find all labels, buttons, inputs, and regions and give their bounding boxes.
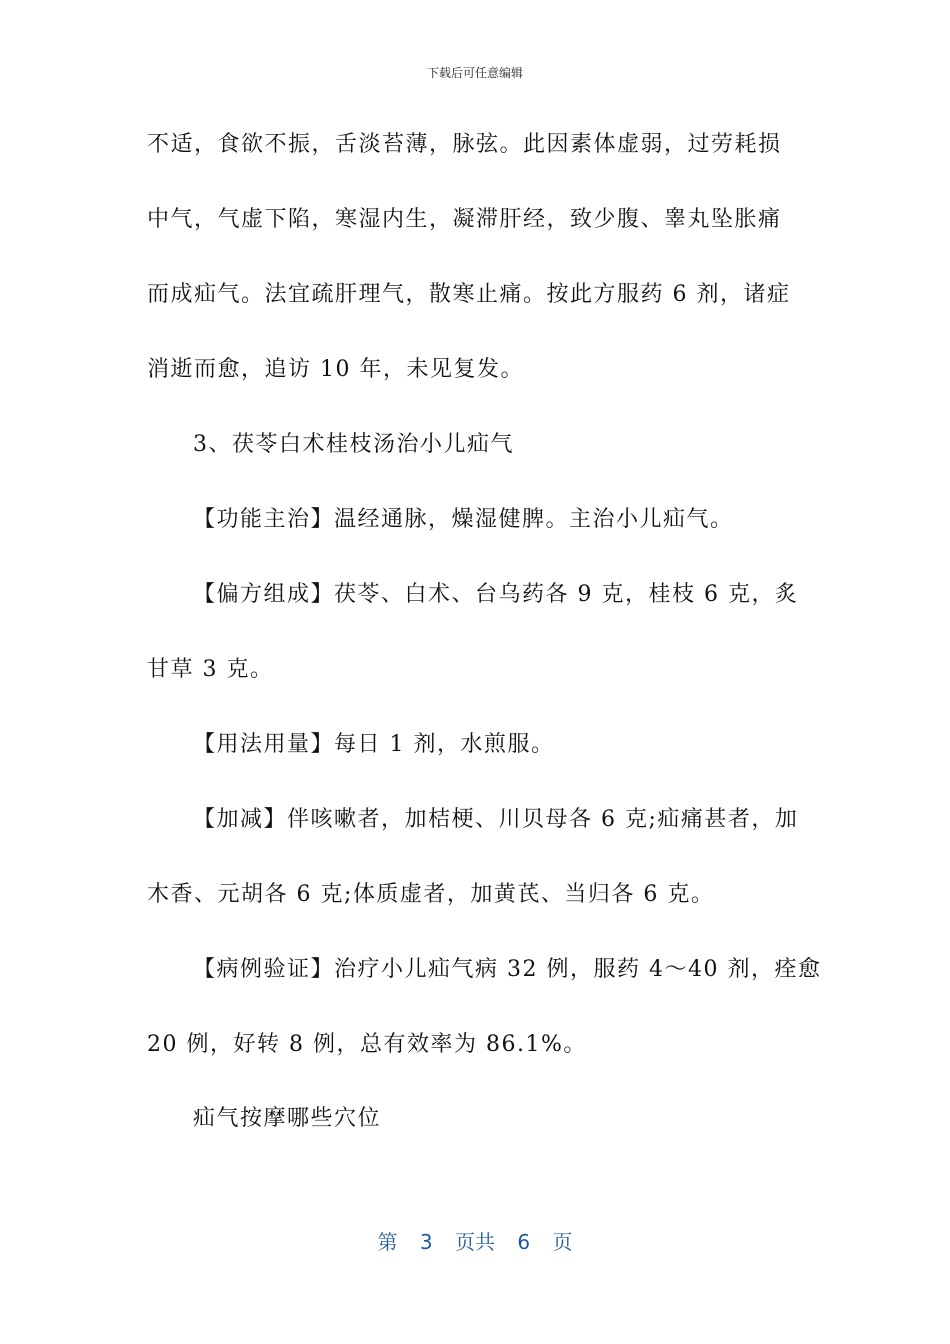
paragraph-line: 20 例，好转 8 例，总有效率为 86.1%。 [147,1032,587,1057]
paragraph-line: 消逝而愈，追访 10 年，未见复发。 [147,357,524,382]
paragraph-line: 【用法用量】每日 1 剂，水煎服。 [193,732,555,757]
page-mid: 页共 [455,1230,495,1254]
page-current: 3 [419,1230,433,1254]
paragraph-line: 【病例验证】治疗小儿疝气病 32 例，服药 4～40 剂，痊愈 [193,957,822,982]
page-header: 下载后可任意编辑 [426,66,523,80]
page-footer [0,1226,950,1255]
paragraph-line: 【偏方组成】茯苓、白术、台乌药各 9 克，桂枝 6 克，炙 [193,582,799,607]
page-total: 6 [517,1230,531,1254]
paragraph-line: 而成疝气。法宜疏肝理气，散寒止痛。按此方服药 6 剂，诸症 [147,282,791,307]
paragraph-line: 【加减】伴咳嗽者，加桔梗、川贝母各 6 克;疝痛甚者，加 [193,807,799,832]
section-heading: 3、茯苓白术桂枝汤治小儿疝气 [193,432,514,457]
page-label: 第 [377,1230,398,1254]
paragraph-line: 【功能主治】温经通脉，燥湿健脾。主治小儿疝气。 [193,507,734,532]
paragraph-line: 不适，食欲不振，舌淡苔薄，脉弦。此因素体虚弱，过劳耗损 [147,132,782,157]
section-heading: 疝气按摩哪些穴位 [193,1106,382,1131]
paragraph-line: 甘草 3 克。 [147,657,274,682]
paragraph-line: 木香、元胡各 6 克;体质虚者，加黄芪、当归各 6 克。 [147,882,715,907]
page-suffix: 页 [552,1230,573,1254]
paragraph-line: 中气，气虚下陷，寒湿内生，凝滞肝经，致少腹、睾丸坠胀痛 [147,207,782,232]
